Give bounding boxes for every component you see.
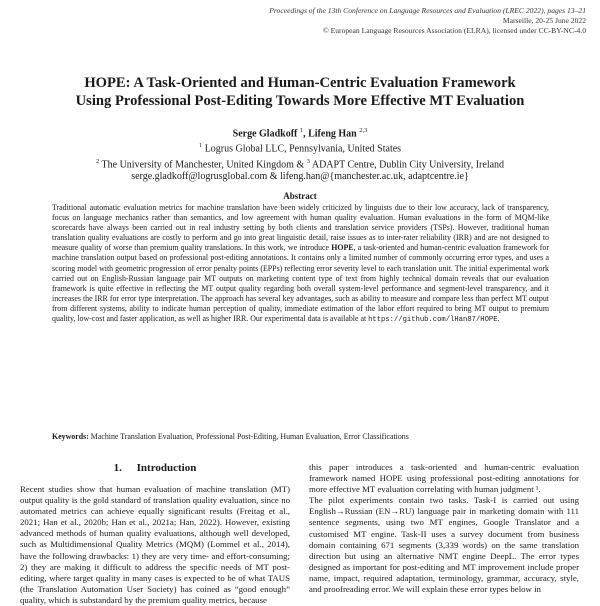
intro-paragraph-right-1: this paper introduces a task-oriented and human-centric evaluation framework named HOPE using professional post-editing annotations for more effective MT evaluation correlating with human judgment ¹. (309, 462, 579, 495)
affiliation-3-text: ADAPT Centre, Dublin City University, Ireland (311, 158, 505, 170)
author-emails: serge.gladkoff@logrusglobal.com & lifeng.han@{manchester.ac.uk, adaptcentre.ie} (131, 170, 469, 182)
author-block (20, 125, 580, 183)
intro-paragraph-left: Recent studies show that human evaluation of machine translation (MT) output quality is the gold standard of translation quality evaluation, since no automated metrics can achieve equally significant results (Freitag et al., 2021; Han et al., 2020b; Han et al., 2021a; Han, 2022). However, existing advanced methods of human quality evaluations, although well developed, such as Multidimensional Quality Metrics (MQM) (Lommel et al., 2014), have the following drawbacks: 1) they are very time- and effort-consuming; 2) they are making it difficult to address the specific needs of MT post-editing, where target quality in many cases is expected to be of what TAUS (the Translation Automation User Society) has coined as “good enough” quality, which is substandard by the premium quality metrics, because (20, 484, 290, 605)
abstract-heading: Abstract (283, 191, 317, 201)
intro-paragraph-right-2: The pilot experiments contain two tasks. Task-I is carried out using English→Russian (EN→RU) language pair in marketing domain with 111 sentence segments, using two MT engines, Google Translator and a customised MT engine. Task-II uses a survey document from business domain containing 671 segments (3,339 words) on the same translation direction but using an alternative NMT engine DeepL. The error types designed as important for post-editing and MT improvement include proper name, impact, required adaptation, terminology, grammar, accuracy, style, and proofreading error. We will explain these error types below in (309, 495, 579, 595)
affiliation-1-text: Logrus Global LLC, Pennsylvania, United States (204, 143, 402, 155)
abstract-text-end: . (497, 314, 500, 324)
license-line: © European Language Resources Association (ELRA), licensed under CC-BY-NC-4.0 (322, 26, 586, 35)
proceedings-header (269, 6, 586, 36)
abstract-data-link[interactable]: https://github.com/lHan87/HOPE (368, 316, 498, 325)
affiliation-1 (20, 140, 580, 155)
abstract-text-pre: Traditional automatic evaluation metrics for machine translation have been widely criticized by linguists due to their low accuracy, lack of transparency, focus on language mechanics rather than semantics, and low agreement with human quality evaluation. Human evaluations in the form of MQM-like scorecards have always been carried out in real industry setting by both clients and translation service providers (TSPs). However, traditional human translation quality evaluations are costly to perform and go into great linguistic detail, raise issues as to inter-rater reliability (IRR) and are not designed to measure quality of worse than premium quality translations. In this work, we introduce (52, 203, 549, 253)
left-column (20, 462, 290, 606)
right-column (309, 462, 579, 595)
author-2-sup: 2,3 (359, 127, 368, 134)
title-line-1: HOPE: A Task-Oriented and Human-Centric Evaluation Framework (84, 75, 516, 91)
affiliation-3-sup: 3 (306, 157, 310, 165)
author-1-sup: 1 (299, 127, 304, 134)
affiliation-2-3 (20, 156, 580, 171)
section-title: Introduction (136, 462, 197, 474)
abstract-hope-bold: HOPE (331, 243, 354, 253)
author-names (20, 125, 580, 140)
venue-line: Proceedings of the 13th Conference on Language Resources and Evaluation (LREC 2022), pages 13–21 (269, 6, 586, 15)
paper-title (20, 74, 580, 110)
abstract-text-post: , a task-oriented and human-centric evaluation framework for machine translation output based on professional post-editing annotations. It contains only a limited number of commonly occurring error types, and uses a scoring model with geometric progression of error penalty points (EPPs) reflecting error severity level to each translation unit. The initial experimental work carried out on English-Russian language pair MT outputs on marketing content type of text from highly technical domain reveals that our evaluation framework is quite effective in reflecting the MT output quality regarding both overall system-level performance and segment-level transparency, and it increases the IRR for error type interpretation. The approach has several key advantages, such as ability to measure and compare less than perfect MT output from different systems, ability to indicate human perception of quality, immediate estimation of the labor effort required to bring MT output to premium quality, low-cost and faster application, as well as higher IRR. Our experimental data is available at (52, 243, 549, 324)
keywords-line (52, 432, 549, 442)
title-line-2: Using Professional Post-Editing Towards More Effective MT Evaluation (75, 93, 525, 109)
location-line: Marseille, 20-25 June 2022 (502, 16, 586, 25)
affiliation-2-text: The University of Manchester, United Kingdom & (101, 158, 305, 170)
keywords-text: Machine Translation Evaluation, Professional Post-Editing, Human Evaluation, Error Classifications (88, 432, 409, 441)
keywords-label: Keywords: (52, 432, 89, 441)
section-number: 1. (113, 462, 122, 474)
affiliation-2-sup: 2 (95, 157, 100, 165)
author-2: Lifeng Han (308, 128, 357, 140)
author-separator: , (303, 128, 309, 140)
abstract-body (52, 203, 549, 325)
affiliation-1-sup: 1 (198, 142, 203, 150)
section-heading-introduction (20, 462, 290, 475)
author-1: Serge Gladkoff (232, 128, 298, 140)
